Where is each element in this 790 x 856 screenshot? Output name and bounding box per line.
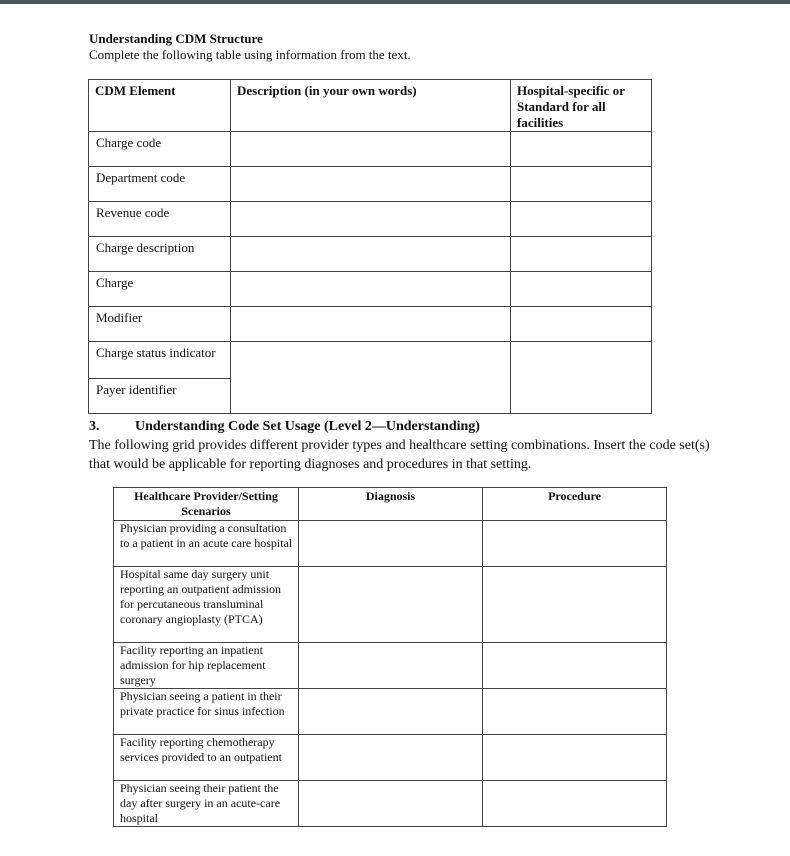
table-row <box>89 202 652 237</box>
procedure-input-cell[interactable] <box>483 689 667 735</box>
cdm-element-cell: Department code <box>89 167 231 202</box>
section-3 <box>89 417 729 474</box>
section-number: 3. <box>89 419 100 434</box>
scenario-cell: Physician providing a consultation to a patient in an acute care hospital <box>114 521 299 567</box>
description-input-cell[interactable] <box>231 307 511 342</box>
specific-standard-input-cell[interactable] <box>511 132 652 167</box>
scenario-cell: Facility reporting an inpatient admission for hip replacement surgery <box>114 643 299 689</box>
table-row <box>114 567 667 643</box>
section-title: Understanding CDM Structure <box>89 31 263 46</box>
column-header: Healthcare Provider/Setting Scenarios <box>114 488 299 521</box>
table-row <box>114 781 667 827</box>
procedure-input-cell[interactable] <box>483 735 667 781</box>
cdm-element-cell: Charge code <box>89 132 231 167</box>
table-header-row <box>114 488 667 521</box>
section-instruction: Complete the following table using information from the text. <box>89 47 411 62</box>
procedure-input-cell[interactable] <box>483 521 667 567</box>
column-header: Diagnosis <box>299 488 483 521</box>
table-row <box>114 689 667 735</box>
description-input-cell[interactable] <box>231 342 511 414</box>
cdm-structure-table <box>88 79 652 414</box>
table-row <box>114 735 667 781</box>
table-row <box>89 307 652 342</box>
column-header: Description (in your own words) <box>231 80 511 132</box>
window-top-bar <box>0 0 790 4</box>
description-input-cell[interactable] <box>231 167 511 202</box>
specific-standard-input-cell[interactable] <box>511 167 652 202</box>
table-row <box>89 342 652 379</box>
procedure-input-cell[interactable] <box>483 643 667 689</box>
diagnosis-input-cell[interactable] <box>299 735 483 781</box>
code-set-usage-table <box>113 487 667 827</box>
specific-standard-input-cell[interactable] <box>511 342 652 414</box>
section-body: The following grid provides different provider types and healthcare setting combinations. Insert the code set(s) that would be applicable for reporting diagnoses and procedures in that setting. <box>89 438 710 472</box>
cdm-element-cell: Charge status indicator <box>89 342 231 379</box>
specific-standard-input-cell[interactable] <box>511 237 652 272</box>
column-header: Hospital-specific or Standard for all facilities <box>511 80 652 132</box>
description-input-cell[interactable] <box>231 272 511 307</box>
description-input-cell[interactable] <box>231 237 511 272</box>
scenario-cell: Facility reporting chemotherapy services provided to an outpatient <box>114 735 299 781</box>
specific-standard-input-cell[interactable] <box>511 307 652 342</box>
diagnosis-input-cell[interactable] <box>299 567 483 643</box>
specific-standard-input-cell[interactable] <box>511 272 652 307</box>
column-header: CDM Element <box>89 80 231 132</box>
cdm-element-cell: Charge description <box>89 237 231 272</box>
table-row <box>89 272 652 307</box>
diagnosis-input-cell[interactable] <box>299 781 483 827</box>
table-row <box>114 521 667 567</box>
diagnosis-input-cell[interactable] <box>299 521 483 567</box>
table-row <box>114 643 667 689</box>
cdm-element-cell: Modifier <box>89 307 231 342</box>
description-input-cell[interactable] <box>231 132 511 167</box>
description-input-cell[interactable] <box>231 202 511 237</box>
section-heading: Understanding Code Set Usage (Level 2—Understanding) <box>135 419 480 434</box>
table-header-row <box>89 80 652 132</box>
scenario-cell: Hospital same day surgery unit reporting an outpatient admission for percutaneous transluminal coronary angioplasty (PTCA) <box>114 567 299 643</box>
procedure-input-cell[interactable] <box>483 567 667 643</box>
cdm-element-cell: Charge <box>89 272 231 307</box>
cdm-element-cell: Payer identifier <box>89 379 231 414</box>
specific-standard-input-cell[interactable] <box>511 202 652 237</box>
table-row <box>89 237 652 272</box>
table-row <box>89 132 652 167</box>
cdm-element-cell: Revenue code <box>89 202 231 237</box>
table-row <box>89 167 652 202</box>
diagnosis-input-cell[interactable] <box>299 643 483 689</box>
scenario-cell: Physician seeing their patient the day after surgery in an acute-care hospital <box>114 781 299 827</box>
procedure-input-cell[interactable] <box>483 781 667 827</box>
column-header: Procedure <box>483 488 667 521</box>
diagnosis-input-cell[interactable] <box>299 689 483 735</box>
scenario-cell: Physician seeing a patient in their private practice for sinus infection <box>114 689 299 735</box>
